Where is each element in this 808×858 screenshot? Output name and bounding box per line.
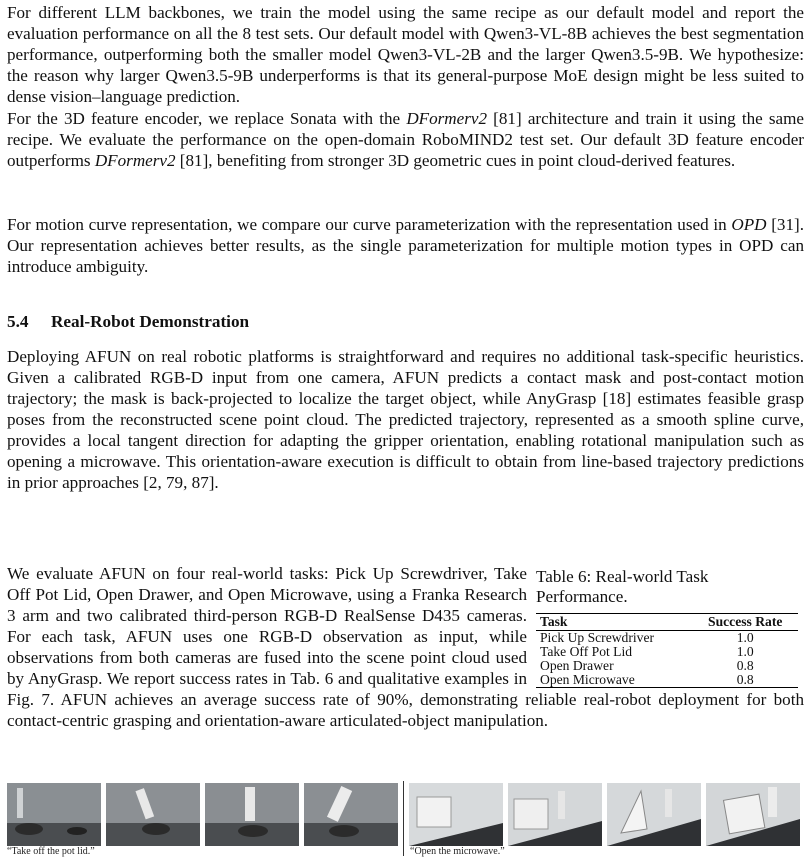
figure-caption-right: “Open the microwave.”: [410, 846, 505, 857]
task-cell: Pick Up Screwdriver: [540, 630, 655, 645]
task-cell: Open Microwave: [536, 673, 692, 688]
section-heading: [7, 311, 249, 332]
text-run: [31]. Our representation achieves better results, as the single parameterization for multiple motion types in OPD can introduce ambiguity.: [7, 215, 804, 276]
paragraph-text: Deploying AFUN on real robotic platforms is straightforward and requires no additional task-specific heuristics. Given a calibrated RGB-D input from one camera, AFUN predicts a contact mask and post-contact motion trajectory; the mask is back-projected to localize the target object, while AnyGrasp [18] estimates feasible grasp poses from the reconstructed scene point cloud. The predicted trajectory, represented as a smooth spline curve, provides a local tangent direction for adapting the gripper orientation, enabling rotational manipulation such as opening a microwave. This orientation-aware execution is difficult to obtain from line-based trajectory predictions in prior approaches [2, 79, 87].: [7, 347, 804, 492]
text-run: [81] architecture and train it using the same recipe. We evaluate the performance on the open-domain RoboMIND2 test set. Our default 3D feature encoder outperforms: [7, 109, 804, 170]
figure-divider: [403, 781, 404, 856]
robot-photo: [409, 783, 503, 846]
robot-photo: [205, 783, 299, 846]
method-name: OPD: [731, 215, 767, 234]
table-caption: Table 6: Real-world Task Performance.: [536, 567, 709, 606]
paragraph-llm-backbones: [7, 2, 804, 107]
task-cell: Take Off Pot Lid: [540, 644, 633, 659]
rate-cell: 0.8: [692, 673, 798, 688]
text-run: For the 3D feature encoder, we replace Sonata with the: [7, 109, 407, 128]
model-name: DFormerv2: [94, 151, 176, 170]
rate-cell: 1.0: [736, 630, 754, 645]
robot-photo: [607, 783, 701, 846]
text-run: [81], benefiting from stronger 3D geometric cues in point cloud-derived features.: [175, 151, 736, 170]
paragraph-3d-encoder: [7, 108, 804, 171]
rate-cell: 1.0: [736, 644, 754, 659]
section-title: Real-Robot Demonstration: [51, 312, 250, 331]
paragraph-text: We evaluate AFUN on four real-world tasks: Pick Up Screwdriver, Take Off Pot Lid, Open Drawer, and Open Microwave, using a Franka Research 3 arm and two calibrated third-person RGB-D RealSense D435 cameras. For each task, AFUN uses one RGB-D observation as input, while observations from both cameras are fused into the scene point cloud used by AnyGrasp. We report success rates in Tab. 6 and qualitative examples in Fig. 7. AFUN achieves an average success rate of 90%, demonstrating reliable real-robot deployment for both contact-centric grasping and orientation-aware articulated-object manipulation.: [7, 564, 804, 730]
robot-photo: [106, 783, 200, 846]
paragraph-deployment: [7, 346, 804, 493]
header-task: Task: [536, 614, 692, 631]
robot-photo: [706, 783, 800, 846]
model-name: DFormerv2: [406, 109, 488, 128]
paragraph-text: For different LLM backbones, we train the model using the same recipe as our default model and report the evaluation performance on all the 8 test sets. Our default model with Qwen3-VL-8B achieves the best segmentation performance, outperforming both the smaller model Qwen3-VL-2B and the larger Qwen3.5-9B. We hypothesize: the reason why larger Qwen3.5-9B underperforms is that its general-purpose MoE design might be less suited to dense vision–language prediction.: [7, 3, 804, 106]
paragraph-motion-curve: [7, 214, 804, 277]
header-success-rate: Success Rate: [692, 614, 798, 631]
text-run: For motion curve representation, we compare our curve parameterization with the representation used in: [7, 215, 732, 234]
task-cell: Open Drawer: [540, 658, 614, 673]
paragraph-evaluation: [7, 563, 804, 731]
pot-lid-sequence: [7, 783, 403, 846]
robot-photo: [7, 783, 101, 846]
robot-photo: [508, 783, 602, 846]
figure-caption-left: “Take off the pot lid.”: [7, 846, 95, 857]
paragraph-text: [7, 108, 804, 171]
section-number: 5.4: [7, 312, 29, 331]
rate-cell: 0.8: [736, 658, 754, 673]
paragraph-text: [7, 214, 804, 277]
microwave-sequence: [409, 783, 805, 846]
robot-photo: [304, 783, 398, 846]
table-float-spacer: [527, 563, 804, 689]
